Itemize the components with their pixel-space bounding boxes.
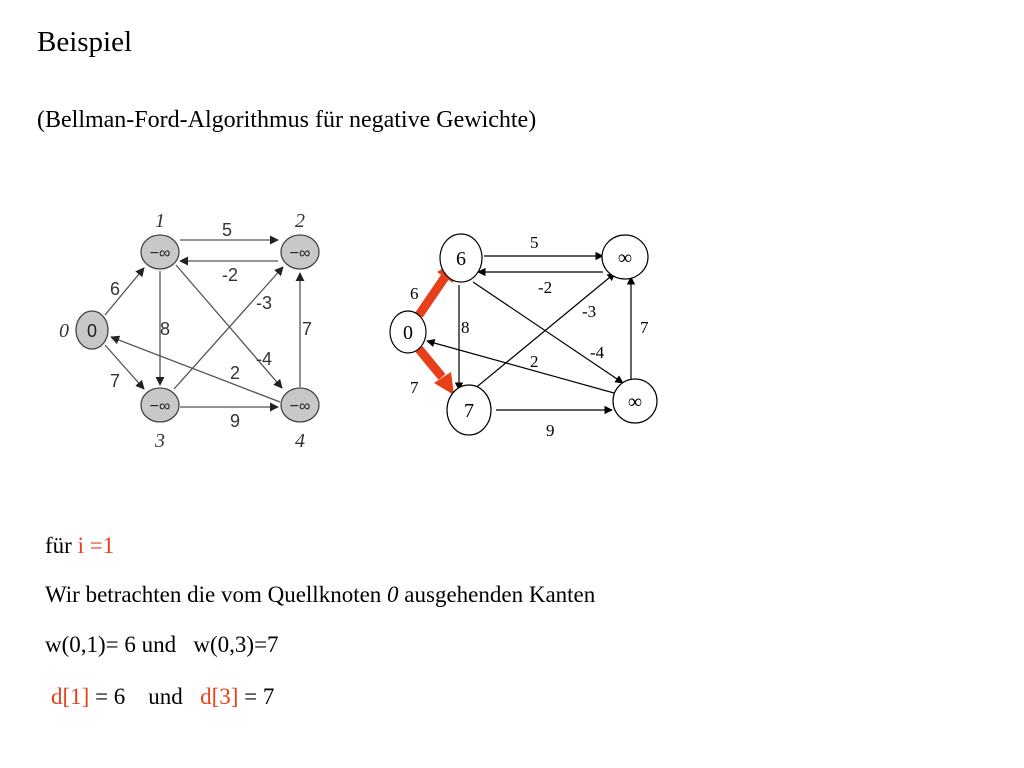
- node-0-value: 0: [86, 321, 98, 341]
- weight-4-0: 2: [230, 363, 241, 383]
- weight-2-1: -2: [222, 265, 239, 285]
- description-line: [45, 582, 595, 608]
- weight-1-2: 5: [222, 220, 233, 240]
- distance-d3-value: = 7: [238, 684, 275, 709]
- node-2-label: 2: [295, 210, 305, 232]
- slide-subtitle: (Bellman-Ford-Algorithmus für negative Gewichte): [37, 107, 537, 133]
- weight-1-4: -4: [590, 343, 605, 362]
- weight-4-2: 7: [302, 319, 313, 339]
- distance-d1-label: d[1]: [51, 684, 90, 709]
- edge-1-4: [473, 282, 623, 383]
- distance-d1-value: = 6 und: [89, 684, 201, 709]
- node-4-value: ∞: [627, 391, 643, 413]
- weight-0-3: 7: [410, 378, 419, 397]
- iteration-line: [45, 533, 114, 559]
- node-3-label: 3: [155, 430, 165, 452]
- node-2-value: ∞: [617, 247, 633, 269]
- edge-4-0: [427, 341, 614, 393]
- weight-3-2: -3: [256, 293, 273, 313]
- distance-d3-label: d[3]: [200, 684, 239, 709]
- node-4-value: −∞: [289, 398, 311, 415]
- node-0-value: 0: [403, 322, 413, 344]
- edge-0-1-highlighted: [419, 277, 445, 315]
- iteration-value: i =1: [77, 533, 115, 558]
- slide-title: Beispiel: [37, 26, 133, 58]
- weight-3-4: 9: [546, 421, 555, 440]
- graph-initial: [52, 205, 342, 455]
- node-3-value: −∞: [149, 398, 171, 415]
- iteration-prefix: für: [45, 533, 78, 558]
- distances-line: [51, 684, 274, 710]
- weight-1-3: 8: [461, 318, 470, 337]
- node-0-label: 0: [59, 320, 69, 342]
- node-3-value: 7: [464, 400, 474, 422]
- node-4-label: 4: [295, 430, 305, 452]
- weight-3-4: 9: [230, 411, 241, 431]
- weight-1-2: 5: [530, 233, 539, 252]
- edge-4-0: [111, 337, 280, 402]
- description-after: ausgehenden Kanten: [398, 582, 596, 607]
- weights-line: w(0,1)= 6 und w(0,3)=7: [45, 632, 279, 657]
- weight-4-2: 7: [640, 318, 649, 337]
- edge-0-3-highlighted: [419, 349, 442, 377]
- node-1-value: 6: [456, 248, 466, 270]
- node-1-value: −∞: [149, 245, 171, 262]
- weight-4-0: 2: [530, 352, 539, 371]
- weight-2-1: -2: [538, 278, 553, 297]
- weight-0-1: 6: [410, 284, 419, 303]
- description-source-node: 0: [387, 582, 399, 607]
- weight-1-3: 8: [160, 319, 171, 339]
- weight-1-4: -4: [256, 349, 273, 369]
- description-before: Wir betrachten die vom Quellknoten: [45, 582, 388, 607]
- graph-current: [388, 225, 658, 445]
- node-2-value: −∞: [289, 245, 311, 262]
- weight-0-1: 6: [110, 279, 121, 299]
- weight-3-2: -3: [582, 302, 597, 321]
- node-1-label: 1: [155, 210, 165, 232]
- weight-0-3: 7: [110, 371, 121, 391]
